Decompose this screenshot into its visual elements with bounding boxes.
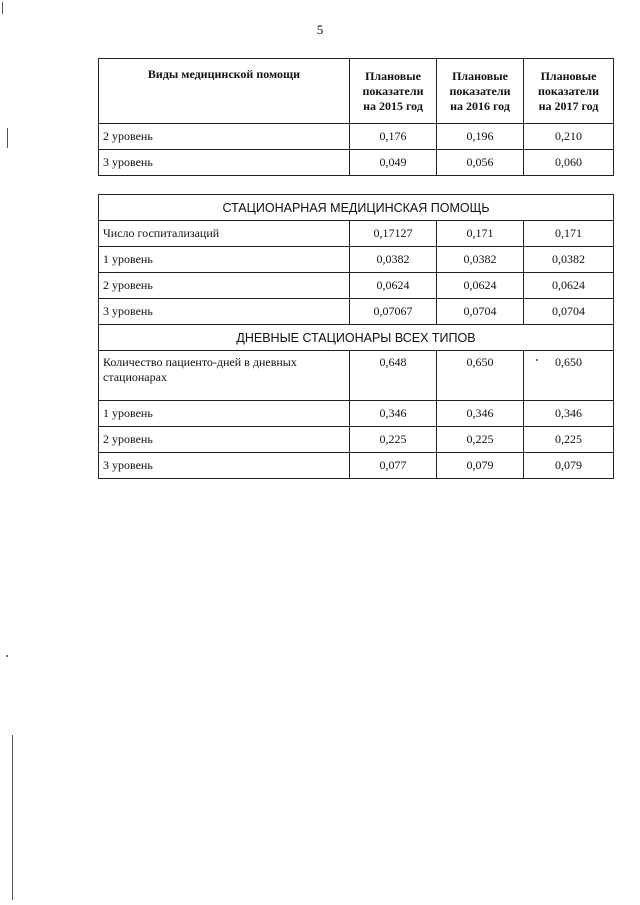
row-label: 2 уровень xyxy=(99,427,350,453)
value-2016: 0,0624 xyxy=(437,273,524,299)
value-2015: 0,0382 xyxy=(350,247,437,273)
section-header-inpatient xyxy=(99,195,614,221)
value-2015: 0,049 xyxy=(350,150,437,176)
table-row xyxy=(99,150,614,176)
row-label: 2 уровень xyxy=(99,273,350,299)
value-2017: 0,0624 xyxy=(524,273,614,299)
header-kind-label: Виды медицинской помощи xyxy=(147,67,301,81)
value-2017: 0,0382 xyxy=(524,247,614,273)
table-row xyxy=(99,299,614,325)
value-2016: 0,171 xyxy=(437,221,524,247)
section-header-day-hospital xyxy=(99,325,614,351)
value-2015: 0,0624 xyxy=(350,273,437,299)
scan-dot xyxy=(6,655,8,657)
header-2015-line-1: Плановые xyxy=(365,68,421,83)
table-row xyxy=(99,124,614,150)
value-2016: 0,346 xyxy=(437,401,524,427)
section-title: ДНЕВНЫЕ СТАЦИОНАРЫ ВСЕХ ТИПОВ xyxy=(99,325,614,351)
plan-indicators-table xyxy=(98,58,614,176)
row-label: 2 уровень xyxy=(99,124,350,150)
header-2016-line-2: показатели xyxy=(449,83,511,98)
table-row xyxy=(99,427,614,453)
page-number: 5 xyxy=(316,22,324,37)
value-2017: 0,0704 xyxy=(524,299,614,325)
header-2016-line-1: Плановые xyxy=(452,68,508,83)
value-2016: 0,0704 xyxy=(437,299,524,325)
value-2015: 0,648 xyxy=(350,351,437,401)
value-2017: 0,171 xyxy=(524,221,614,247)
scan-mark xyxy=(7,128,8,148)
value-2017: 0,225 xyxy=(524,427,614,453)
row-label: Число госпитализаций xyxy=(99,221,350,247)
header-2017-line-2: показатели xyxy=(537,83,600,98)
row-label: 3 уровень xyxy=(99,453,350,479)
table-row xyxy=(99,247,614,273)
row-label: Количество пациенто-дней в дневных стационарах xyxy=(99,351,350,401)
value-2016: 0,650 xyxy=(437,351,524,401)
header-2015-line-3: на 2015 год xyxy=(363,98,423,113)
header-2015 xyxy=(350,59,437,124)
header-2015-line-2: показатели xyxy=(362,83,424,98)
value-2016: 0,196 xyxy=(437,124,524,150)
header-2016-line-3: на 2016 год xyxy=(450,98,510,113)
value-2015: 0,17127 xyxy=(350,221,437,247)
table-header-row xyxy=(99,59,614,124)
row-label: 1 уровень xyxy=(99,247,350,273)
row-label: 3 уровень xyxy=(99,150,350,176)
value-2017: 0,079 xyxy=(524,453,614,479)
value-2017: 0,060 xyxy=(524,150,614,176)
value-2015: 0,346 xyxy=(350,401,437,427)
table-row xyxy=(99,351,614,401)
section-title: СТАЦИОНАРНАЯ МЕДИЦИНСКАЯ ПОМОЩЬ xyxy=(99,195,614,221)
value-2016: 0,0382 xyxy=(437,247,524,273)
table-row xyxy=(99,401,614,427)
value-2016: 0,225 xyxy=(437,427,524,453)
table-row xyxy=(99,453,614,479)
value-2016: 0,056 xyxy=(437,150,524,176)
header-2016 xyxy=(437,59,524,124)
value-2015: 0,077 xyxy=(350,453,437,479)
value-2015: 0,07067 xyxy=(350,299,437,325)
value-2017: 0,210 xyxy=(524,124,614,150)
value-2016: 0,079 xyxy=(437,453,524,479)
scan-mark xyxy=(2,2,3,14)
row-label: 1 уровень xyxy=(99,401,350,427)
header-kind-of-care xyxy=(99,59,350,124)
hospital-care-table xyxy=(98,194,614,479)
value-2017: 0,650 xyxy=(524,351,614,401)
row-label: 3 уровень xyxy=(99,299,350,325)
header-2017-line-1: Плановые xyxy=(540,68,597,83)
header-2017-line-3: на 2017 год xyxy=(538,98,599,113)
value-2015: 0,225 xyxy=(350,427,437,453)
value-2015: 0,176 xyxy=(350,124,437,150)
scan-dot xyxy=(536,359,538,361)
value-2017: 0,346 xyxy=(524,401,614,427)
scan-mark xyxy=(12,735,13,900)
table-row xyxy=(99,273,614,299)
header-2017 xyxy=(524,59,614,124)
table-row xyxy=(99,221,614,247)
